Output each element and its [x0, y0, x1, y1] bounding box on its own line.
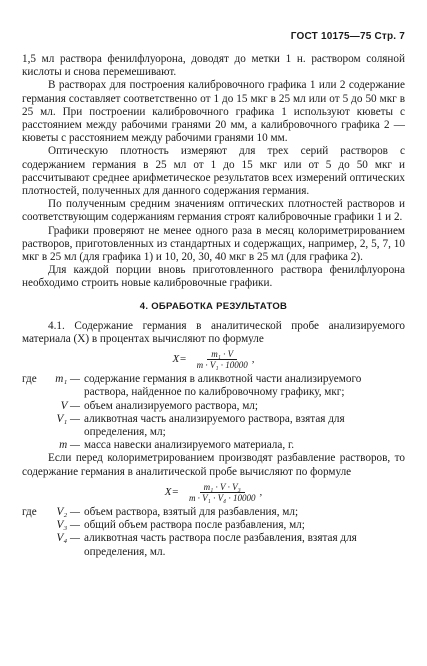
formula-1-denominator: m · V₁ · 10000: [196, 360, 248, 371]
formula-1: [22, 349, 405, 370]
formula-2-tail: ,: [259, 485, 263, 498]
paragraph-2: В растворах для построения калибровочного графика 1 или 2 содержание германия составляет соответственно от 1 до 15 мкг в 25 мл или от 5 до 50 мкг в 25 мл. При построении калибровочного графика 1 используют кюветы с расстоянием между рабочими гранями 20 мм, а калибровочного графика 2 — кюветы с расстоянием между рабочими гранями 10 мм.: [22, 79, 405, 145]
definition-symbol: V₃ —: [56, 519, 80, 532]
definition-text: объем анализируемого раствора, мл;: [84, 399, 258, 412]
definition-lead: [22, 439, 44, 452]
formula-1-lhs: X=: [172, 353, 187, 366]
definition-lead: [22, 400, 44, 413]
definition-row: [22, 413, 405, 439]
definition-lead: [22, 532, 44, 558]
definition-lead: [22, 519, 44, 532]
section-title: 4. ОБРАБОТКА РЕЗУЛЬТАТОВ: [139, 300, 288, 312]
definition-symbol: V₂ —: [56, 505, 80, 518]
paragraph-5: Графики проверяют не менее одного раза в месяц колориметрированием растворов, приготовленных из стандартных и содержащих, например, 2, 5, 7, 10 мкг в 25 мл (для графика 1) и 10, 20, 30, 40 мкг в 25 мл (для графика 2).: [22, 224, 405, 264]
definition-symbol: m₁ —: [55, 373, 80, 386]
definition-row: [22, 439, 405, 452]
definition-text: содержание германия в аликвотной части анализируемого раствора, найденное по калибровочному графику, мкг;: [84, 373, 362, 399]
definitions-1: [22, 373, 405, 452]
formula-2-lhs: X=: [164, 485, 179, 498]
formula-2-fraction: [185, 481, 263, 503]
definition-lead: где: [22, 505, 37, 518]
formula-1-fraction: [193, 349, 252, 370]
definition-row: [22, 519, 405, 532]
definition-row: [22, 373, 405, 399]
definition-symbol: V₄ —: [56, 532, 80, 545]
formula-2-denominator: m · V₁ · V₄ · 10000: [188, 492, 256, 503]
definition-row: [22, 400, 405, 413]
formula-2: [22, 482, 405, 503]
definition-symbol: V₁ —: [56, 412, 80, 425]
definition-symbol: m —: [59, 439, 80, 452]
page-header: ГОСТ 10175—75 Стр. 7: [290, 31, 405, 42]
definition-text: аликвотная часть раствора после разбавления, взятая для определения, мл.: [84, 532, 357, 558]
definition-text: объем раствора, взятый для разбавления, мл;: [84, 505, 299, 518]
definition-row: [22, 506, 405, 519]
paragraph-4-1: 4.1. Содержание германия в аналитической пробе анализируемого материала (X) в процентах вычисляют по формуле: [22, 319, 405, 346]
paragraph-6: Для каждой порции вновь приготовленного раствора фенилфлуорона необходимо строить новые калибровочные графики.: [22, 264, 405, 290]
definition-row: [22, 532, 405, 558]
formula-2-numerator: m₁ · V · V₃: [200, 482, 245, 493]
definition-lead: [22, 413, 44, 439]
definition-lead: где: [22, 373, 37, 386]
definition-text: масса навески анализируемого материала, г.: [84, 439, 295, 452]
definition-text: общий объем раствора после разбавления, мл;: [84, 519, 305, 532]
paragraph-dilution: Если перед колориметрированием производят разбавление растворов, то содержание германия в аналитической пробе вычисляют по формуле: [22, 452, 405, 478]
paragraph-3: Оптическую плотность измеряют для трех серий растворов с содержанием германия в 25 мл от 1 до 15 мкг или от 5 до 50 мкг и рассчитывают среднее арифметическое результатов всех измерений оптических плотностей, полученных для данного содержания германия.: [22, 145, 405, 198]
definitions-2: [22, 506, 405, 559]
formula-1-tail: ,: [251, 353, 255, 366]
document-body: [22, 53, 405, 559]
paragraph-1: 1,5 мл раствора фенилфлуорона, доводят до метки 1 н. раствором соляной кислоты и снова перемешивают.: [22, 53, 405, 79]
definition-text: аликвотная часть анализируемого раствора, взятая для определения, мл;: [84, 412, 345, 439]
definition-symbol: V —: [60, 399, 80, 412]
paragraph-4: По полученным средним значениям оптических плотностей растворов и соответствующим содержаниям германия строят калибровочные графики 1 и 2.: [22, 198, 405, 224]
formula-1-numerator: m₁ · V: [207, 349, 237, 360]
